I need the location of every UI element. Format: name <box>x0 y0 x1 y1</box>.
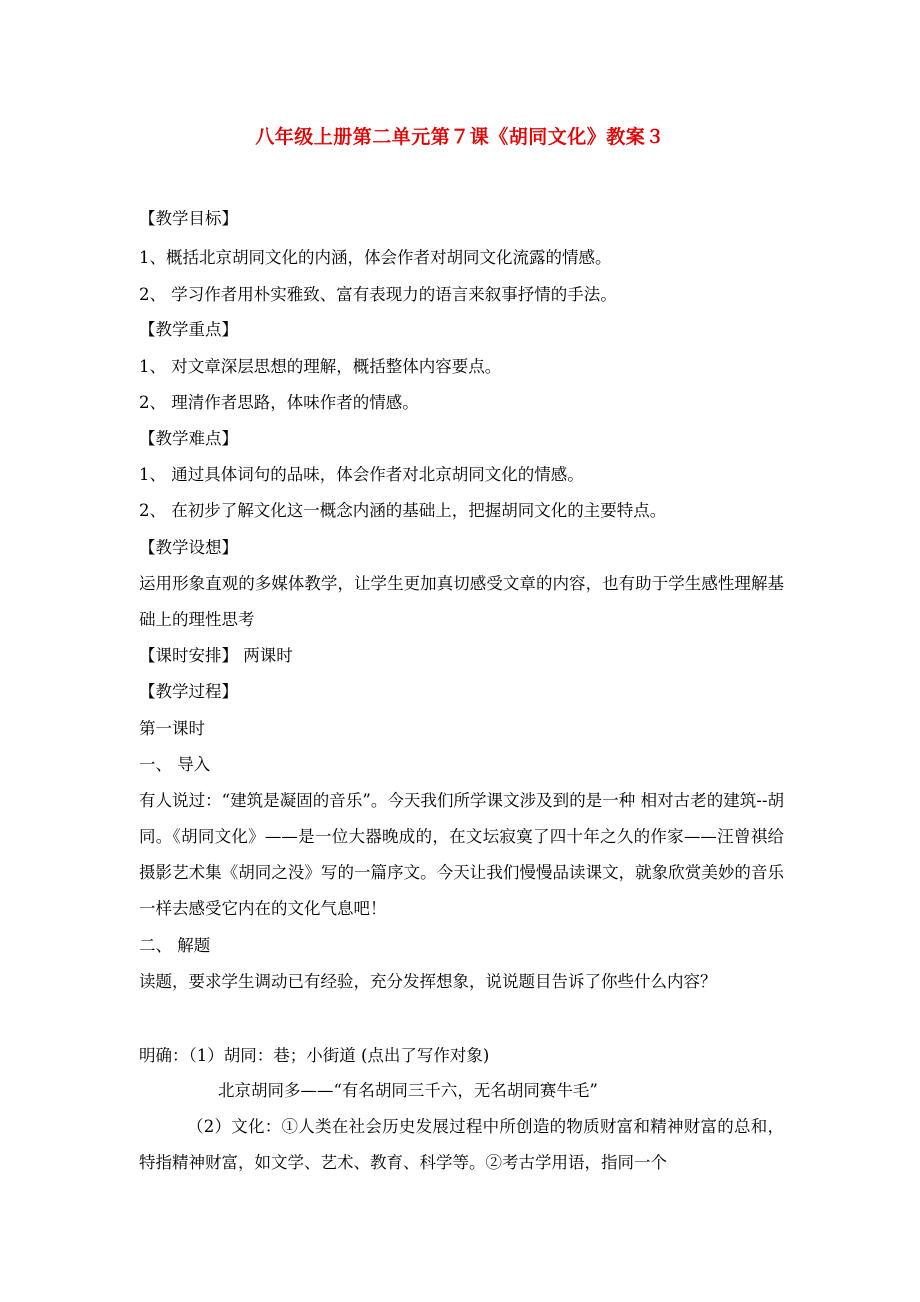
clarify-line-1: 明确：（1）胡同：巷；小街道 (点出了写作对象) <box>139 1046 490 1065</box>
key-points-header: 【教学重点】 <box>139 320 238 339</box>
explain-header: 二、 解题 <box>139 936 211 955</box>
difficult-point-1: 1、 通过具体词句的品味，体会作者对北京胡同文化的情感。 <box>139 465 584 484</box>
difficult-point-2: 2、 在初步了解文化这一概念内涵的基础上，把握胡同文化的主要特点。 <box>139 501 667 520</box>
difficult-points-header: 【教学难点】 <box>139 429 238 448</box>
goal-item-2: 2、 学习作者用朴实雅致、富有表现力的语言来叙事抒情的手法。 <box>139 285 617 304</box>
design-header: 【教学设想】 <box>139 538 238 557</box>
key-point-1: 1、 对文章深层思想的理解，概括整体内容要点。 <box>139 357 502 376</box>
goal-item-1: 1、概括北京胡同文化的内涵，体会作者对胡同文化流露的情感。 <box>139 248 612 267</box>
process-header: 【教学过程】 <box>139 682 238 701</box>
document-title: 八年级上册第二单元第７课《胡同文化》教案３ <box>255 126 665 148</box>
clarify-line-2: （2）文化：①人类在社会历史发展过程中所创造的物质财富和精神财富的总和，特指精神财富，如文学、艺术、教育、科学等。②考古学用语，指同一个 <box>139 1117 784 1172</box>
explain-text: 读题，要求学生调动已有经验，充分发挥想象，说说题目告诉了你些什么内容？ <box>139 972 717 991</box>
lesson-one-label: 第一课时 <box>139 719 205 738</box>
schedule-line: 【课时安排】 两课时 <box>139 646 293 665</box>
design-text: 运用形象直观的多媒体教学，让学生更加真切感受文章的内容，也有助于学生感性理解基础上的理性思考 <box>139 574 784 629</box>
goals-header: 【教学目标】 <box>139 209 238 228</box>
key-point-2: 2、 理清作者思路，体味作者的情感。 <box>139 393 419 412</box>
intro-text: 有人说过：“建筑是凝固的音乐”。今天我们所学课文涉及到的是一种 相对古老的建筑--胡同。《胡同文化》——是一位大器晚成的，在文坛寂寞了四十年之久的作家——汪曾祺给摄影艺术集《胡同之没》写的一篇序文。今天让我们慢慢品读课文，就象欣赏美妙的音乐一样去感受它内在的文化气息吧！ <box>139 791 784 918</box>
clarify-line-1b: 北京胡同多——“有名胡同三千六，无名胡同赛牛毛” <box>218 1081 598 1100</box>
intro-header: 一、 导入 <box>139 755 211 774</box>
